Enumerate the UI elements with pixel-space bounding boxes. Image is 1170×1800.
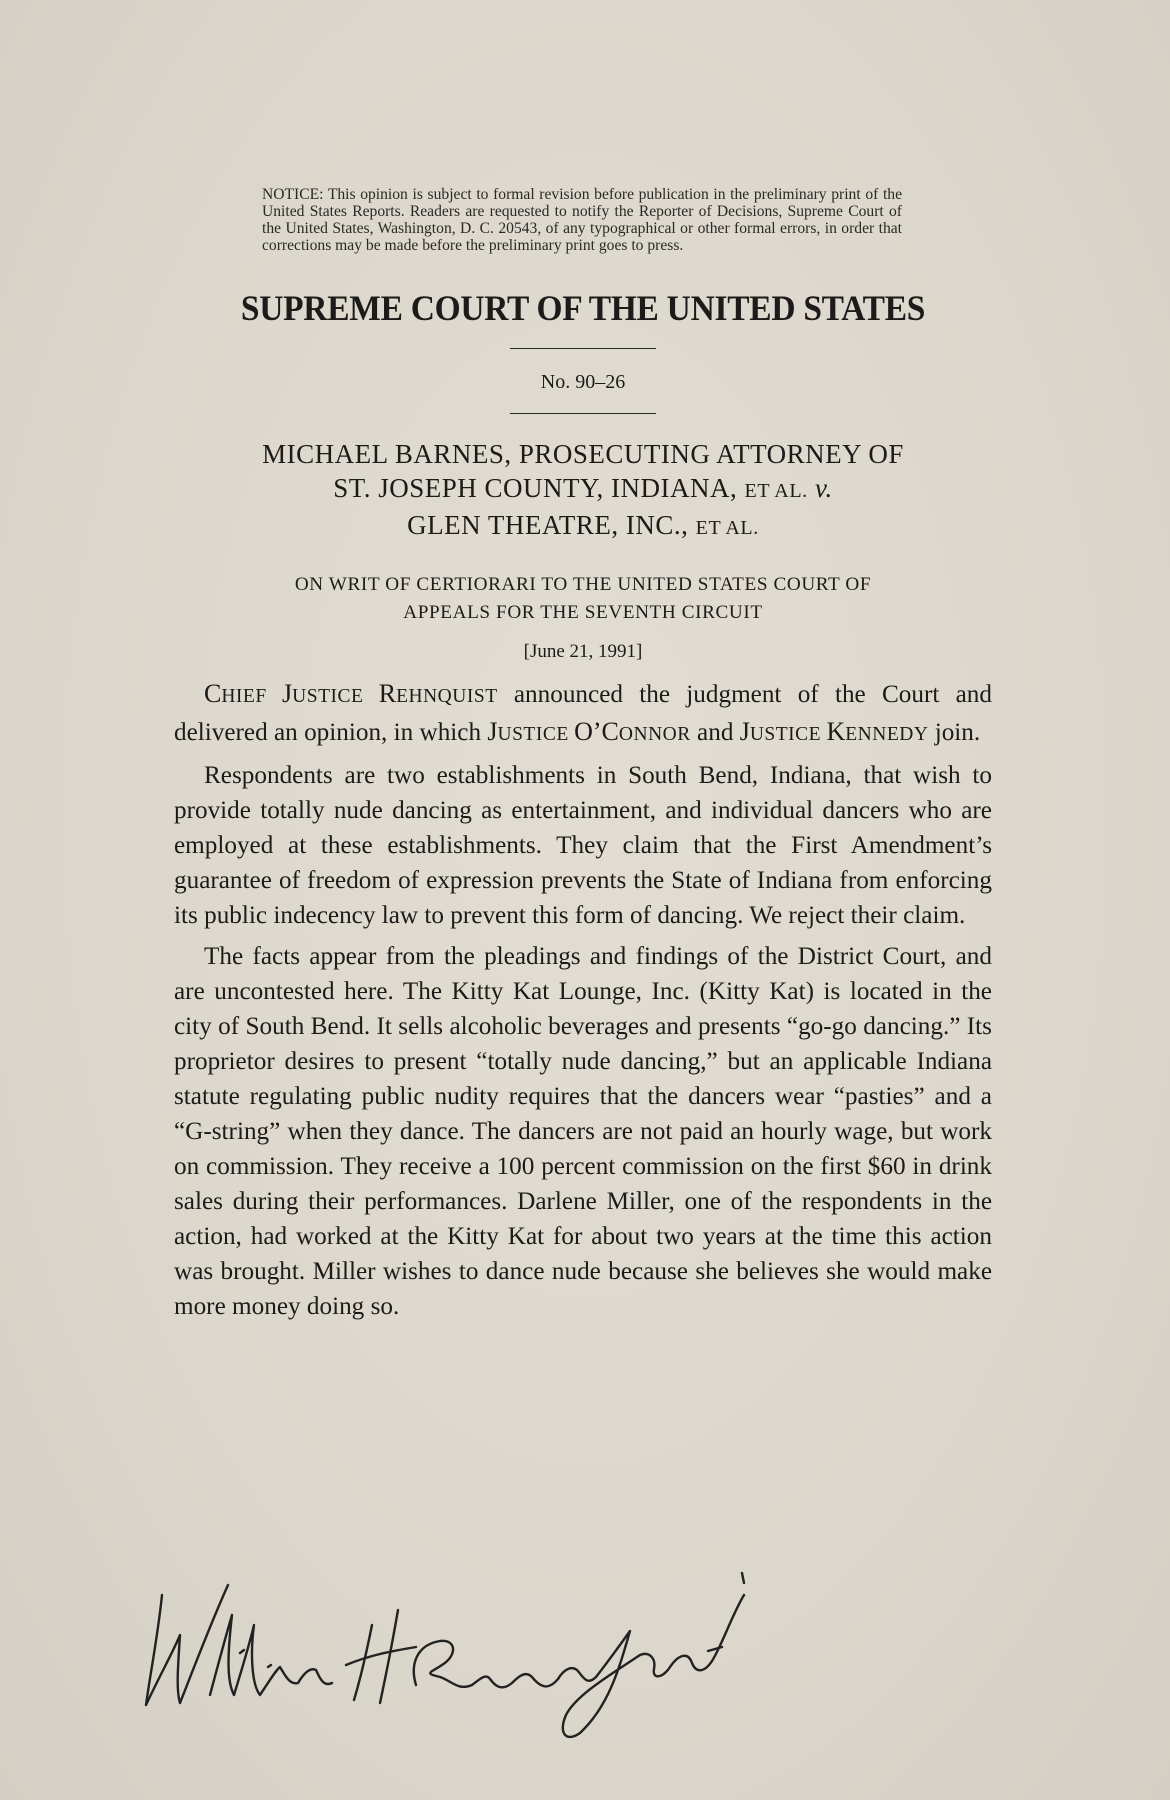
opinion-sheet: [174, 186, 992, 1330]
parties-line-2: ST. JOSEPH COUNTY, INDIANA, ET AL. v.: [333, 473, 833, 503]
divider-rule: [510, 348, 656, 349]
et-al: ET AL.: [695, 517, 759, 539]
handwritten-signature: [140, 1555, 760, 1745]
parties-line-1: MICHAEL BARNES, PROSECUTING ATTORNEY OF: [262, 439, 904, 469]
decision-date: [June 21, 1991]: [523, 641, 643, 662]
writ-caption: ON WRIT OF CERTIORARI TO THE UNITED STATES COURT OF APPEALS FOR THE SEVENTH CIRCUIT: [294, 574, 872, 623]
paragraph-respondents: Respondents are two establishments in South Bend, Indiana, that wish to provide totally nude dancing as entertainment, and individual dancers who are employed at these establishments. They claim that the First Amendment’s guarantee of freedom of expression prevents the State of Indiana from enforcing its public indecency law to prevent this form of dancing. We reject their claim.: [174, 762, 992, 929]
divider-rule: [510, 413, 656, 414]
case-parties: [174, 437, 992, 545]
revision-notice: NOTICE: This opinion is subject to formal revision before publication in the preliminary print of the United States Reports. Readers are requested to notify the Reporter of Decisions, Supreme Court of the United States, Washington, D. C. 20543, of any typographical or other formal errors, in order that corrections may be made before the preliminary print goes to press.: [262, 186, 902, 254]
paragraph-facts: The facts appear from the pleadings and findings of the District Court, and are uncontested here. The Kitty Kat Lounge, Inc. (Kitty Kat) is located in the city of South Bend. It sells alcoholic beverages and presents “go-go dancing.” Its proprietor desires to present “totally nude dancing,” but an applicable Indiana statute regulating public nudity requires that the dancers wear “pasties” and a “G-string” when they dance. The dancers are not paid an hourly wage, but work on commission. They receive a 100 percent commission on the first $60 in drink sales during their performances. Darlene Miller, one of the respondents in the action, had worked at the Kitty Kat for about two years at the time this action was brought. Miller wishes to dance nude because she believes she would make more money doing so.: [174, 943, 992, 1320]
et-al: ET AL.: [744, 480, 808, 502]
court-name: SUPREME COURT OF THE UNITED STATES: [240, 288, 926, 328]
docket-number: No. 90–26: [540, 371, 626, 393]
opinion-body: [174, 676, 992, 1324]
parties-line-3: GLEN THEATRE, INC., ET AL.: [407, 510, 759, 540]
versus: v.: [815, 473, 833, 503]
opening-paragraph: CHIEF JUSTICE REHNQUIST announced the judgment of the Court and delivered an opinion, in which JUSTICE O’CONNOR and JUSTICE KENNEDY join.: [174, 679, 992, 746]
